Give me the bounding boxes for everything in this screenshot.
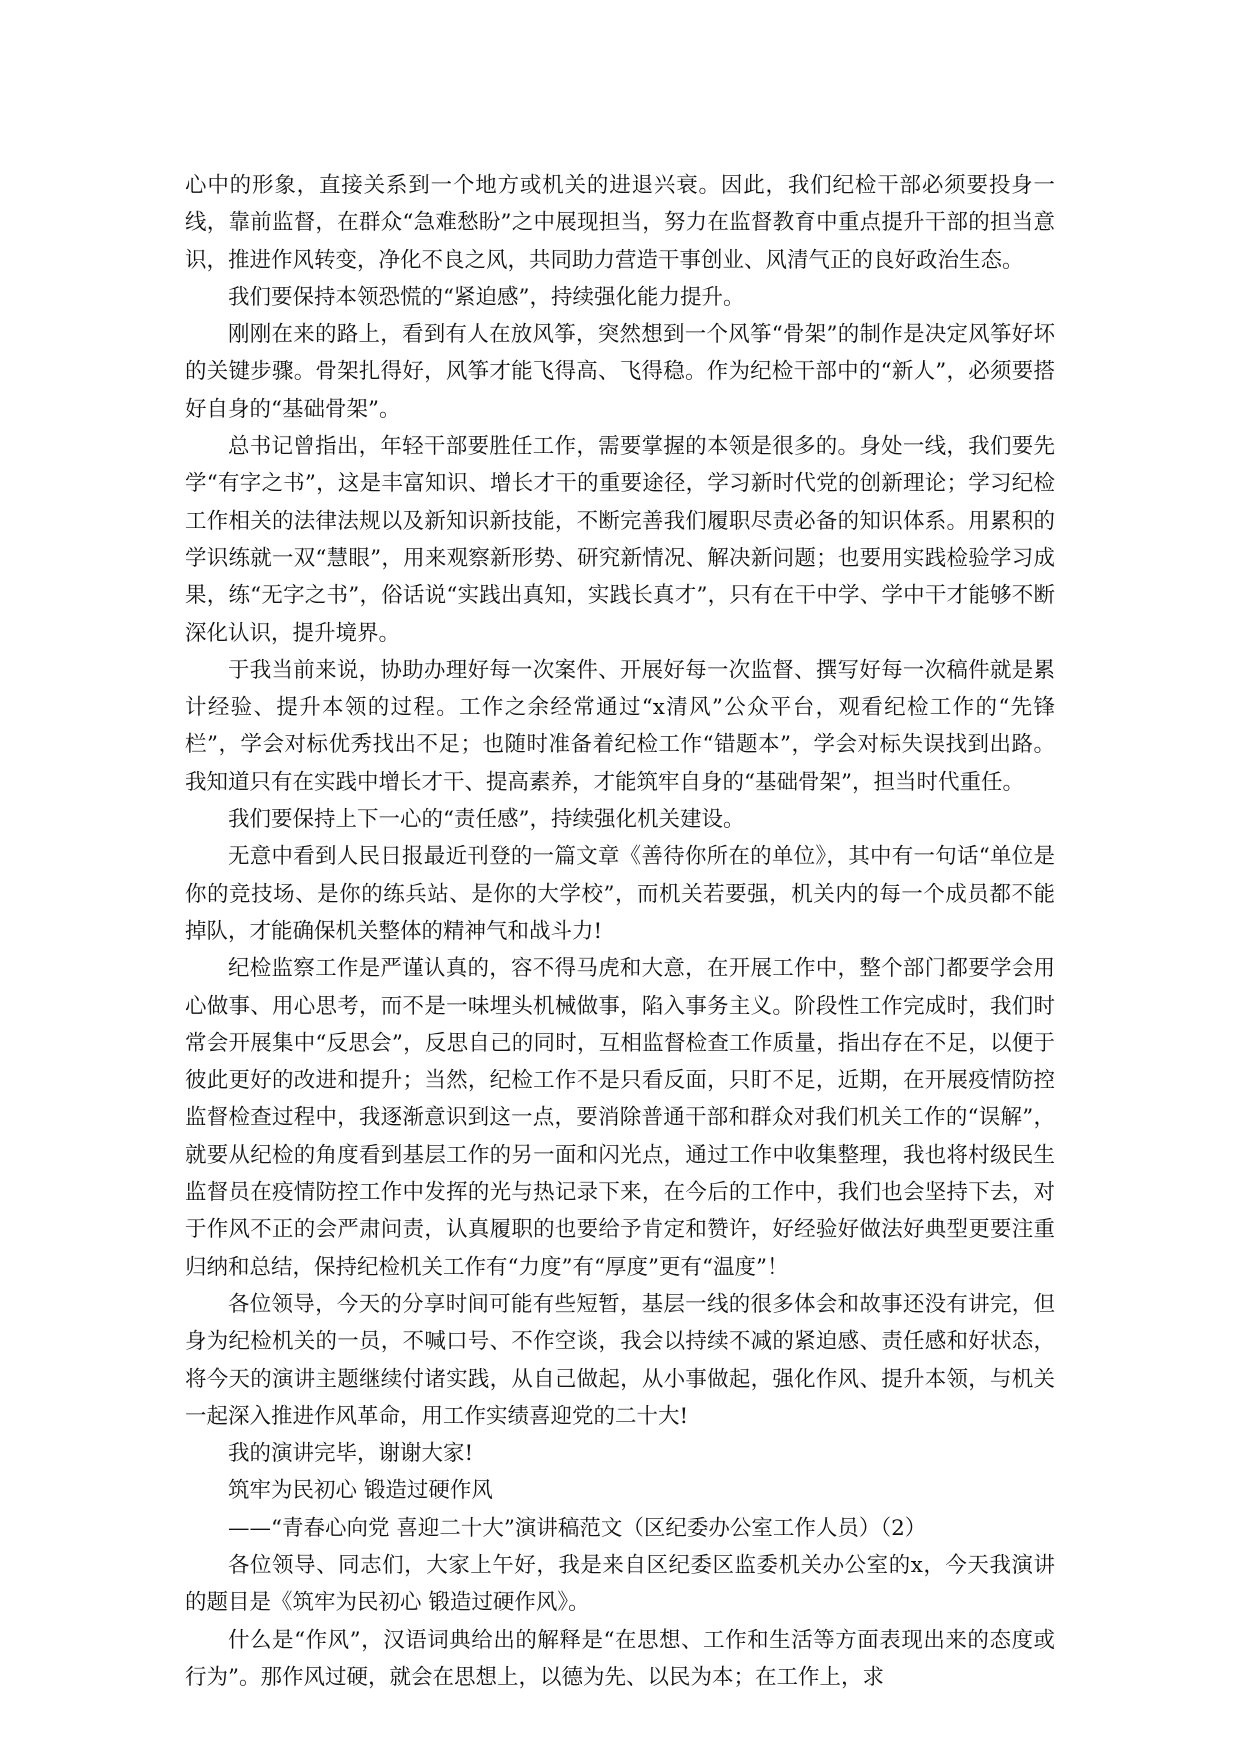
closing-line: 我的演讲完毕，谢谢大家! bbox=[228, 1441, 474, 1467]
paragraph: 无意中看到人民日报最近刊登的一篇文章《善待你所在的单位》，其中有一句话“单位是你的竞技场、是你的练兵站、是你的大学校”，而机关若要强，机关内的每一个成员都不能掉队，才能确保机关整体的精神气和战斗力! bbox=[185, 844, 1055, 944]
paragraph: 总书记曾指出，年轻干部要胜任工作，需要掌握的本领是很多的。身处一线，我们要先学“有字之书”，这是丰富知识、增长才干的重要途径，学习新时代党的创新理论；学习纪检工作相关的法律法规以及新知识新技能，不断完善我们履职尽责必备的知识体系。用累积的学识练就一双“慧眼”，用来观察新形势、研究新情况、解决新问题；也要用实践检验学习成果，练“无字之书”，俗话说“实践出真知，实践长真才”，只有在干中学、学中干才能够不断深化认识，提升境界。 bbox=[185, 434, 1055, 646]
section-heading: 我们要保持本领恐慌的“紧迫感”，持续强化能力提升。 bbox=[228, 284, 745, 310]
paragraph: 心中的形象，直接关系到一个地方或机关的进退兴衰。因此，我们纪检干部必须要投身一线，靠前监督，在群众“急难愁盼”之中展现担当，努力在监督教育中重点提升干部的担当意识，推进作风转变，净化不良之风，共同助力营造干事创业、风清气正的良好政治生态。 bbox=[185, 173, 1055, 273]
paragraph: 什么是“作风”，汉语词典给出的解释是“在思想、工作和生活等方面表现出来的态度或行为”。那作风过硬，就会在思想上，以德为先、以民为本；在工作上，求 bbox=[185, 1627, 1055, 1690]
paragraph: 于我当前来说，协助办理好每一次案件、开展好每一次监督、撰写好每一次稿件就是累计经验、提升本领的过程。工作之余经常通过“x清风”公众平台，观看纪检工作的“先锋栏”，学会对标优秀找出不足；也随时准备着纪检工作“错题本”，学会对标失误找到出路。我知道只有在实践中增长才干、提高素养，才能筑牢自身的“基础骨架”，担当时代重任。 bbox=[185, 657, 1055, 795]
speech-title: 筑牢为民初心 锻造过硬作风 bbox=[228, 1478, 493, 1504]
paragraph: 纪检监察工作是严谨认真的，容不得马虎和大意，在开展工作中，整个部门都要学会用心做事、用心思考，而不是一味埋头机械做事，陷入事务主义。阶段性工作完成时，我们时常会开展集中“反思会”，反思自己的同时，互相监督检查工作质量，指出存在不足，以便于彼此更好的改进和提升；当然，纪检工作不是只看反面，只盯不足，近期，在开展疫情防控监督检查过程中，我逐渐意识到这一点，要消除普通干部和群众对我们机关工作的“误解”，就要从纪检的角度看到基层工作的另一面和闪光点，通过工作中收集整理，我也将村级民生监督员在疫情防控工作中发挥的光与热记录下来，在今后的工作中，我们也会坚持下去，对于作风不正的会严肃问责，认真履职的也要给予肯定和赞许，好经验好做法好典型更要注重归纳和总结，保持纪检机关工作有“力度”有“厚度”更有“温度”！ bbox=[185, 956, 1055, 1280]
paragraph: 刚刚在来的路上，看到有人在放风筝，突然想到一个风筝“骨架”的制作是决定风筝好坏的关键步骤。骨架扎得好，风筝才能飞得高、飞得稳。作为纪检干部中的“新人”，必须要搭好自身的“基础骨架”。 bbox=[185, 322, 1055, 422]
section-heading: 我们要保持上下一心的“责任感”，持续强化机关建设。 bbox=[228, 807, 745, 833]
speech-subtitle: ——“青春心向党 喜迎二十大”演讲稿范文（区纪委办公室工作人员）（2） bbox=[228, 1515, 927, 1541]
paragraph: 各位领导，今天的分享时间可能有些短暂，基层一线的很多体会和故事还没有讲完，但身为纪检机关的一员，不喊口号、不作空谈，我会以持续不减的紧迫感、责任感和好状态，将今天的演讲主题继续付诸实践，从自己做起，从小事做起，强化作风、提升本领，与机关一起深入推进作风革命，用工作实绩喜迎党的二十大! bbox=[185, 1291, 1055, 1429]
document-page bbox=[185, 167, 1055, 1696]
paragraph: 各位领导、同志们，大家上午好，我是来自区纪委区监委机关办公室的x，今天我演讲的题目是《筑牢为民初心 锻造过硬作风》。 bbox=[185, 1552, 1055, 1616]
